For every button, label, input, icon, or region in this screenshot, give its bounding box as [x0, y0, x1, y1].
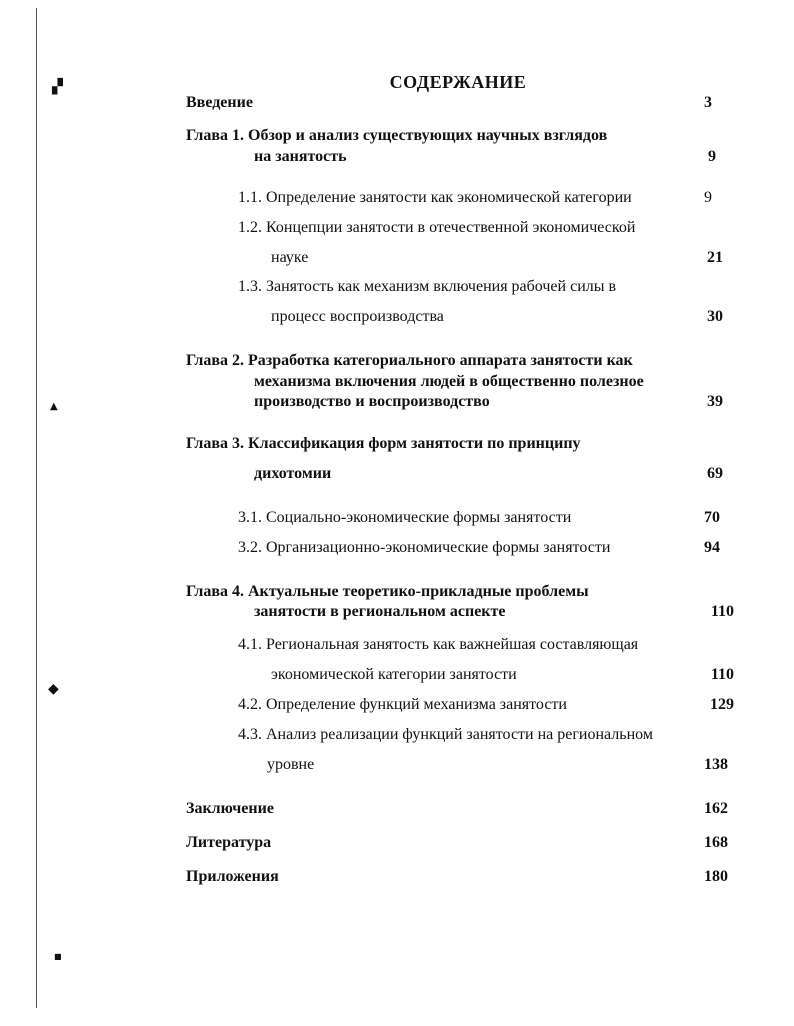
toc-entry-literature: Литература [186, 834, 272, 851]
toc-page-number: 21 [707, 249, 723, 266]
toc-section-1-2-line-2: науке [271, 249, 309, 266]
toc-page-number: 129 [710, 696, 734, 713]
scan-artifact: ■ [54, 952, 62, 961]
toc-chapter-3-line-1: Глава 3. Классификация форм занятости по принципу [186, 435, 581, 452]
toc-page-number: 69 [707, 465, 723, 482]
toc-chapter-3-line-2: дихотомии [254, 465, 332, 482]
toc-page-number: 39 [707, 393, 723, 410]
scan-artifact: ▲ [50, 401, 58, 412]
toc-chapter-2-line-3: производство и воспроизводство [254, 393, 490, 410]
toc-chapter-2-line-2: механизма включения людей в общественно полезное [254, 373, 644, 390]
toc-section-4-1-line-1: 4.1. Региональная занятость как важнейшая составляющая [238, 636, 639, 653]
toc-page-number: 110 [710, 666, 734, 683]
toc-section-3-1: 3.1. Социально-экономические формы занятости [238, 509, 572, 526]
toc-section-4-3-line-2: уровне [267, 756, 315, 773]
toc-section-1-2-line-1: 1.2. Концепции занятости в отечественной экономической [238, 219, 636, 236]
scan-artifact: ◆ [48, 681, 59, 697]
toc-page-number: 94 [704, 539, 720, 556]
toc-chapter-1-line-2: на занятость [254, 148, 347, 165]
toc-page-number: 30 [707, 308, 723, 325]
toc-chapter-2-line-1: Глава 2. Разработка категориального аппарата занятости как [186, 352, 633, 369]
toc-page-number: 168 [704, 834, 728, 851]
toc-page-number: 110 [710, 603, 734, 620]
toc-chapter-1-line-1: Глава 1. Обзор и анализ существующих научных взглядов [186, 127, 608, 144]
toc-page-number: 3 [704, 94, 712, 111]
toc-page-number: 180 [704, 868, 728, 885]
toc-page-number: 70 [704, 509, 720, 526]
toc-section-4-3-line-1: 4.3. Анализ реализации функций занятости на региональном [238, 726, 653, 743]
toc-page-number: 138 [704, 756, 728, 773]
toc-chapter-4-line-2: занятости в региональном аспекте [254, 603, 506, 620]
toc-page-number: 9 [708, 148, 716, 165]
toc-chapter-4-line-1: Глава 4. Актуальные теоретико-прикладные проблемы [186, 583, 589, 600]
scan-artifact: ▞ [52, 79, 63, 95]
toc-section-1-1: 1.1. Определение занятости как экономической категории [238, 189, 632, 206]
toc-entry-appendices: Приложения [186, 868, 279, 885]
toc-section-4-2: 4.2. Определение функций механизма занятости [238, 696, 567, 713]
toc-section-3-2: 3.2. Организационно-экономические формы занятости [238, 539, 611, 556]
page-title: СОДЕРЖАНИЕ [389, 72, 527, 92]
toc-page-number: 162 [704, 800, 728, 817]
toc-page-number: 9 [704, 189, 712, 206]
toc-section-1-3-line-1: 1.3. Занятость как механизм включения рабочей силы в [238, 278, 617, 295]
scan-edge-line [36, 8, 37, 1008]
toc-section-1-3-line-2: процесс воспроизводства [271, 308, 444, 325]
toc-entry-intro: Введение [186, 94, 253, 111]
toc-section-4-1-line-2: экономической категории занятости [271, 666, 517, 683]
toc-entry-conclusion: Заключение [186, 800, 274, 817]
